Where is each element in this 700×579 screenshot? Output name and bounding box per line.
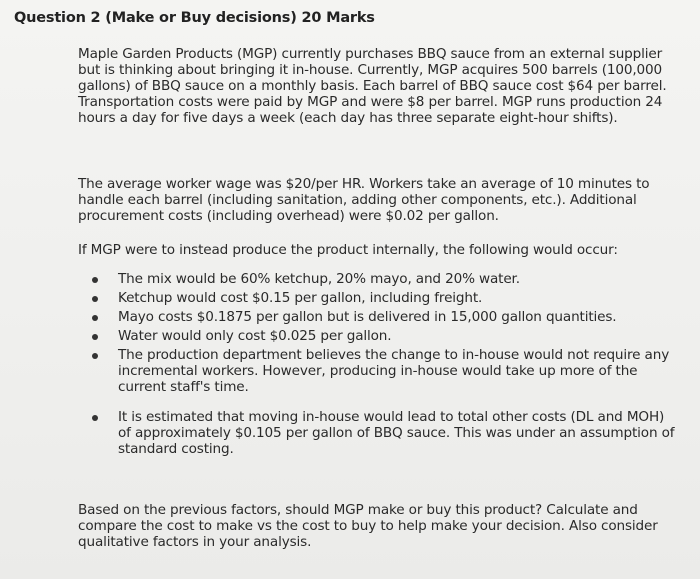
list-item	[92, 347, 677, 395]
list-item-text: Ketchup would cost $0.15 per gallon, including freight.	[118, 290, 483, 306]
bullet-icon	[92, 334, 98, 340]
paragraph-text: Based on the previous factors, should MGP make or buy this product? Calculate and compare the cost to make vs the cost to buy to help make your decision. Also consider qualitative factors in your analysis.	[78, 502, 658, 550]
list-item	[92, 328, 677, 344]
list-item	[92, 409, 677, 457]
bullet-icon	[92, 296, 98, 302]
paragraph-text: The average worker wage was $20/per HR. Workers take an average of 10 minutes to handle each barrel (including sanitation, adding other components, etc.). Additional procurement costs (including overhead) were $0.02 per gallon.	[78, 176, 650, 224]
list-item	[92, 309, 677, 325]
inhouse-conditions-list	[92, 271, 677, 460]
bullet-icon	[92, 415, 98, 421]
list-item-text: Water would only cost $0.025 per gallon.	[118, 328, 392, 344]
list-item-text: Mayo costs $0.1875 per gallon but is delivered in 15,000 gallon quantities.	[118, 309, 617, 325]
bullet-icon	[92, 353, 98, 359]
inhouse-intro-paragraph	[78, 242, 688, 258]
list-item	[92, 290, 677, 306]
intro-paragraph	[78, 46, 688, 126]
question-title: Question 2 (Make or Buy decisions) 20 Marks	[14, 10, 375, 26]
bullet-icon	[92, 315, 98, 321]
paragraph-text: Maple Garden Products (MGP) currently purchases BBQ sauce from an external supplier but is thinking about bringing it in-house. Currently, MGP acquires 500 barrels (100,000 gallons) of BBQ sauce on a monthly basis. Each barrel of BBQ sauce cost $64 per barrel. Transportation costs were paid by MGP and were $8 per barrel. MGP runs production 24 hours a day for five days a week (each day has three separate eight-hour shifts).	[78, 46, 667, 126]
list-item-text: It is estimated that moving in-house would lead to total other costs (DL and MOH) of approximately $0.105 per gallon of BBQ sauce. This was under an assumption of standard costing.	[118, 409, 675, 457]
bullet-icon	[92, 277, 98, 283]
list-item	[92, 271, 677, 287]
list-item-text: The production department believes the change to in-house would not require any incremental workers. However, producing in-house would take up more of the current staff's time.	[118, 347, 670, 395]
paragraph-text: If MGP were to instead produce the product internally, the following would occur:	[78, 242, 618, 258]
wage-paragraph	[78, 176, 688, 224]
list-item-text: The mix would be 60% ketchup, 20% mayo, and 20% water.	[118, 271, 520, 287]
question-prompt-paragraph	[78, 502, 688, 550]
